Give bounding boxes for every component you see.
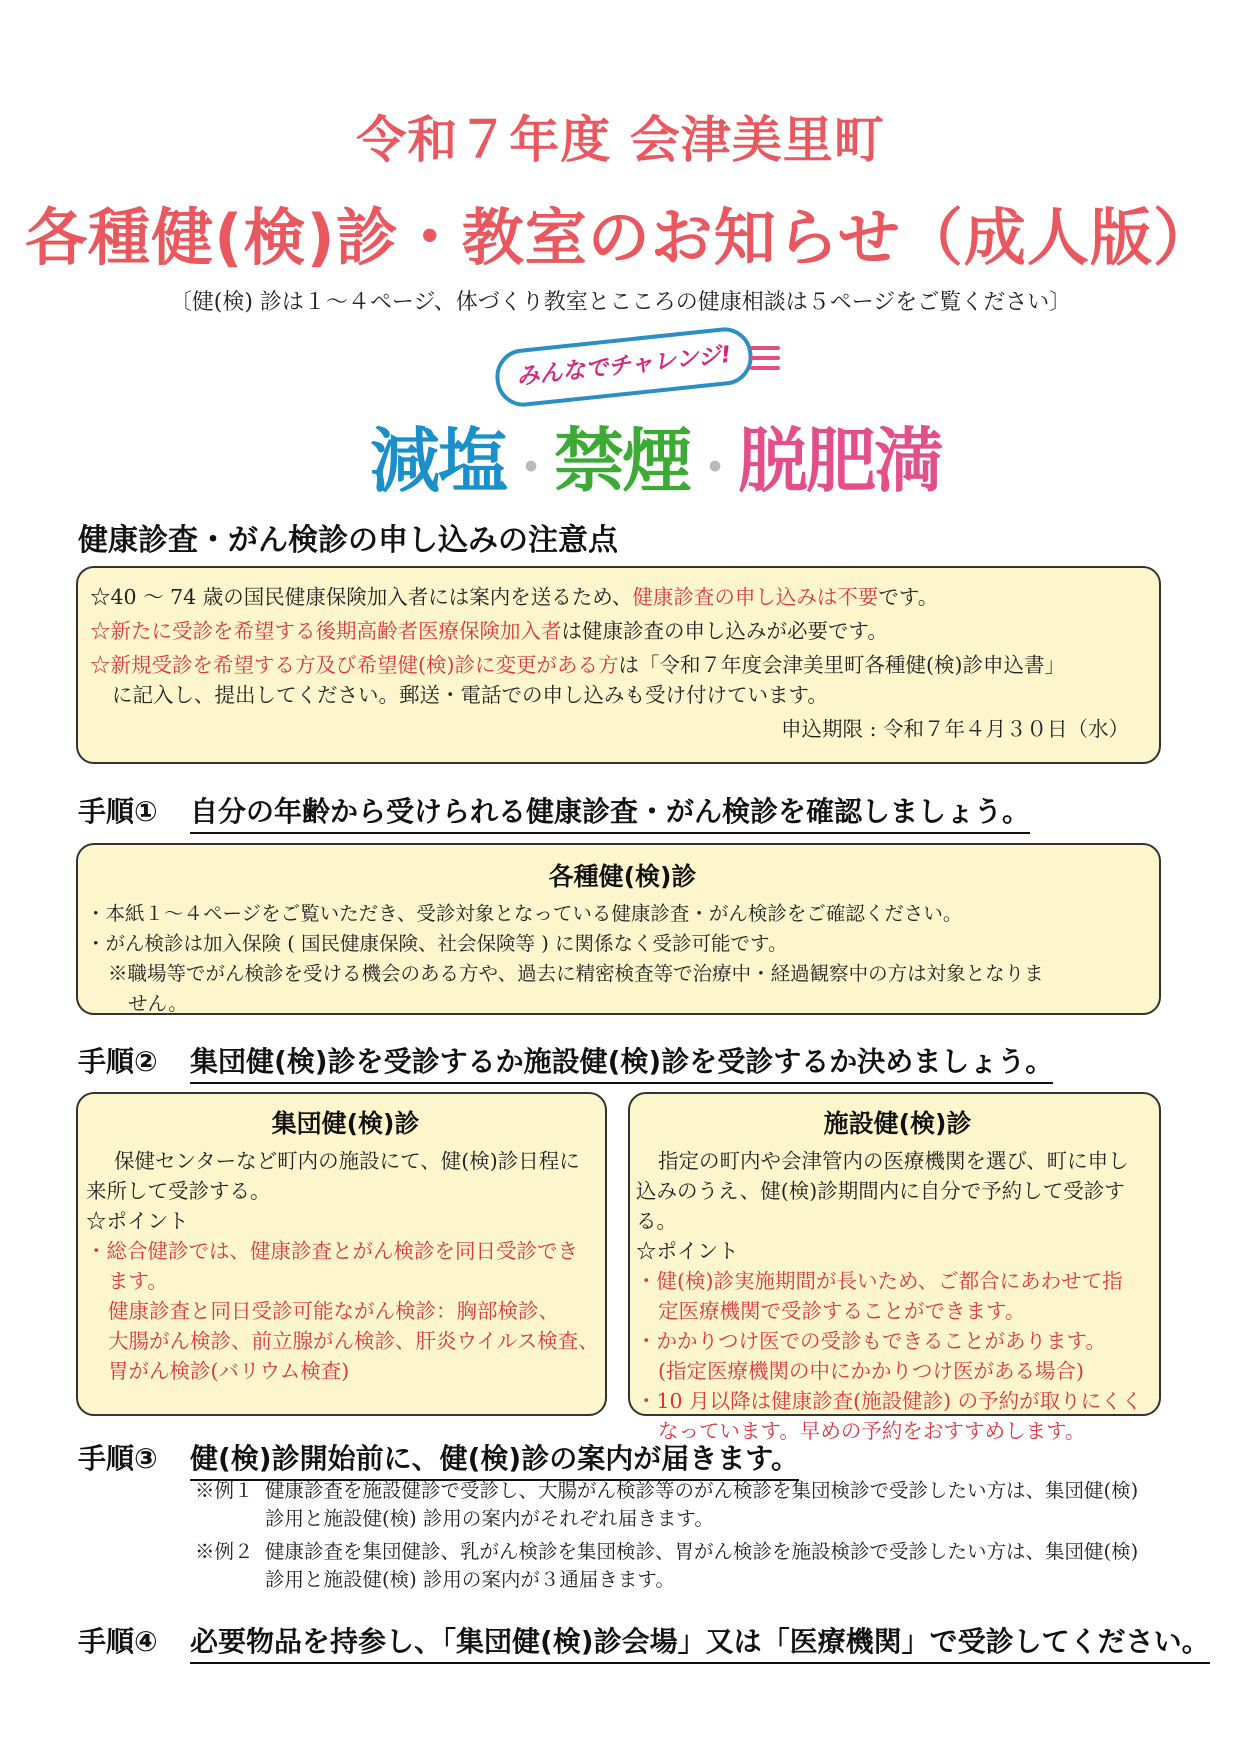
step-4-text: 必要物品を持参し、「集団健(検)診会場」又は「医療機関」で受診してください。 [190,1625,1210,1664]
page-subtitle: 〔健(検) 診は１～４ページ、体づくり教室とこころの健康相談は５ページをご覧ください〕 [169,290,1072,315]
step-2 [78,1040,1053,1080]
facility-checkup-box [628,1092,1161,1443]
step-3-example-1 [195,1477,1180,1533]
group-point-2: 健康診査と同日受診可能ながん検診：胸部検診、 [108,1299,559,1323]
facility-point-3: ・10 月以降は健康診査(施設健診) の予約が取りにくく [636,1389,1143,1413]
example-2-line-2: 診用と施設健(検) 診用の案内が３通届きます。 [265,1568,675,1591]
facility-point-3b: なっています。早めの予約をおすすめします。 [658,1419,1086,1443]
step-1-line-2: ・がん検診は加入保険 ( 国民健康保険、社会保険等 ) に関係なく受診可能です。 [86,932,788,955]
step-4-number: 手順④ [78,1625,158,1658]
logo-word-smoking: 禁煙 [554,420,690,502]
group-point-1b: ます。 [108,1269,168,1293]
group-desc-1: 保健センターなど町内の施設にて、健(検)診日程に [114,1149,580,1173]
step-3 [78,1437,799,1477]
logo-words: 減塩・禁煙・脱肥満 [370,420,942,502]
step-2-text: 集団健(検)診を受診するか施設健(検)診を受診するか決めましょう。 [190,1045,1053,1084]
step-3-number: 手順③ [78,1442,158,1475]
group-desc-2: 来所して受診する。 [86,1179,271,1203]
page-title-main: 各種健(検)診・教室のお知らせ（成人版） [25,201,1216,274]
notice-heading: 健康診査・がん検診の申し込みの注意点 [78,523,618,558]
notice-line-3: ☆新規受診を希望する方及び希望健(検)診に変更がある方は「令和７年度会津美里町各種健(検)診申込書」 [90,653,1065,677]
logo-word-salt: 減塩 [370,420,506,502]
facility-checkup-title: 施設健(検)診 [823,1109,972,1138]
facility-point-2: ・かかりつけ医での受診もできることがあります。 [636,1329,1106,1353]
campaign-logo [370,330,942,502]
notice-line-1: ☆40 ～ 74 歳の国民健康保険加入者には案内を送るため、健康診査の申し込みは不要です。 [90,585,939,609]
notice-deadline: 申込期限 : 令和７年４月３０日（水） [781,717,1129,741]
facility-point-1: ・健(検)診実施期間が長いため、ご都合にあわせて指 [636,1269,1123,1293]
logo-word-obesity: 脱肥満 [738,420,942,502]
step-1-number: 手順① [78,795,158,828]
step-1-line-3: ※職場等でがん検診を受ける機会のある方や、過去に精密検査等で治療中・経過観察中の方は対象となりま [108,962,1044,985]
step-1-box-title: 各種健(検)診 [548,862,697,891]
page-title-year-town: 令和７年度 会津美里町 [356,111,885,169]
group-point-label: ☆ポイント [86,1209,189,1233]
example-2-label: ※例２ [195,1540,254,1563]
example-1-label: ※例１ [195,1479,254,1502]
facility-point-label: ☆ポイント [636,1239,739,1263]
group-point-4: 胃がん検診(バリウム検査) [108,1359,350,1383]
logo-slogan: みんなでチャレンジ! [493,325,756,410]
facility-desc-1: 指定の町内や会津管内の医療機関を選び、町に申し [658,1149,1129,1173]
example-2-line-1: 健康診査を集団健診、乳がん検診を集団検診、胃がん検診を施設検診で受診したい方は、集団健(検) [265,1540,1139,1563]
step-1-text: 自分の年齢から受けられる健康診査・がん検診を確認しましょう。 [190,795,1030,834]
example-1-line-2: 診用と施設健(検) 診用の案内がそれぞれ届きます。 [265,1507,714,1530]
facility-point-1b: 定医療機関で受診することができます。 [658,1299,1026,1323]
step-1 [78,790,1030,830]
facility-point-2b: (指定医療機関の中にかかりつけ医がある場合) [658,1359,1084,1383]
facility-desc-2: 込みのうえ、健(検)診期間内に自分で予約して受診する。 [636,1179,1125,1233]
step-1-line-1: ・本紙１～４ページをご覧いただき、受診対象となっている健康診査・がん検診をご確認ください。 [86,902,963,925]
notice-box [76,566,1161,764]
example-1-line-1: 健康診査を施設健診で受診し、大腸がん検診等のがん検診を集団検診で受診したい方は、集団健(検) [265,1479,1139,1502]
group-checkup-box [76,1092,607,1416]
step-3-text: 健(検)診開始前に、健(検)診の案内が届きます。 [190,1442,799,1481]
group-checkup-title: 集団健(検)診 [271,1109,420,1138]
group-point-3: 大腸がん検診、前立腺がん検診、肝炎ウイルス検査、 [108,1329,599,1353]
megaphone-lines-icon [750,340,780,380]
step-1-line-4: せん。 [128,992,188,1015]
step-2-number: 手順② [78,1045,158,1078]
group-point-1: ・総合健診では、健康診査とがん検診を同日受診でき [86,1239,578,1263]
notice-line-2: ☆新たに受診を希望する後期高齢者医療保険加入者は健康診査の申し込みが必要です。 [90,619,888,643]
step-4 [78,1620,1210,1660]
step-1-box [76,843,1161,1015]
notice-line-4: に記入し、提出してください。郵送・電話での申し込みも受け付けています。 [112,683,828,707]
step-3-example-2 [195,1538,1180,1594]
